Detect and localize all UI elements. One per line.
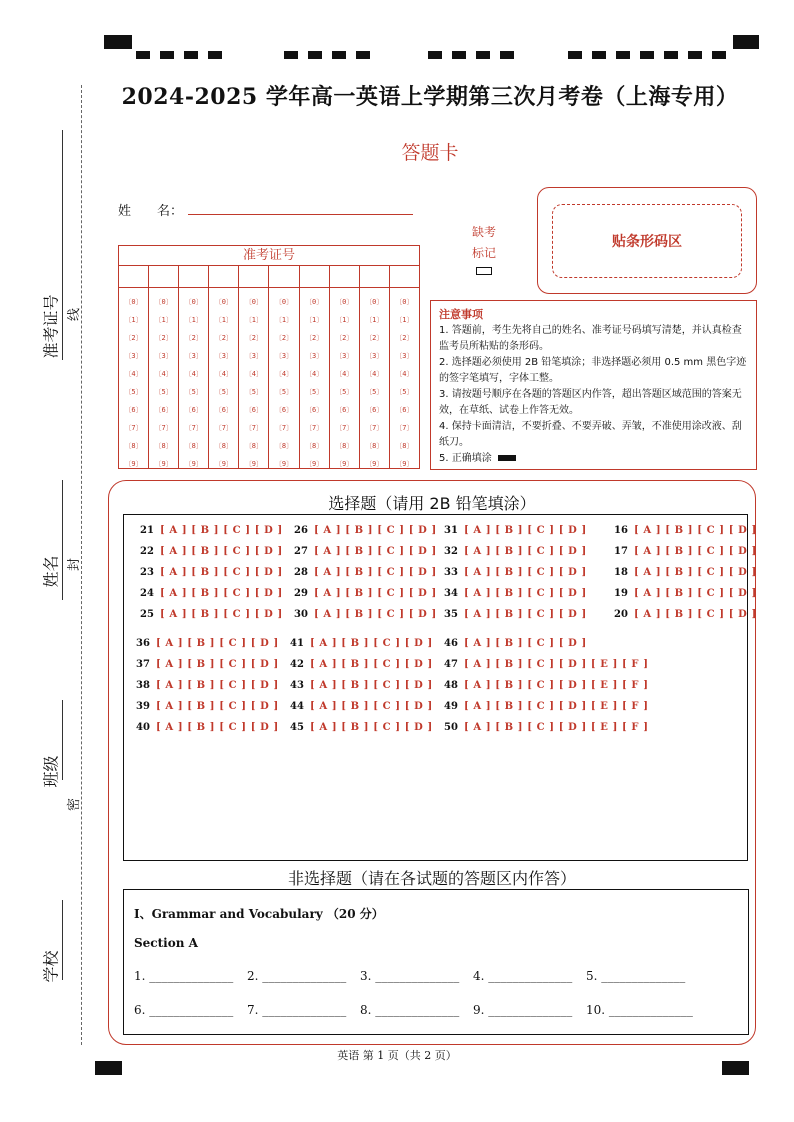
id-digit-bubble[interactable]: 〔4〕	[214, 370, 233, 378]
question-29[interactable]	[294, 588, 437, 599]
question-number: 19	[614, 588, 628, 599]
id-digit-bubble[interactable]: 〔4〕	[395, 370, 414, 378]
id-digit-bubble[interactable]: 〔5〕	[184, 388, 203, 396]
id-digit-column[interactable]	[149, 288, 179, 468]
id-digit-bubble[interactable]: 〔8〕	[214, 442, 233, 450]
id-digit-bubble[interactable]: 〔1〕	[274, 316, 294, 324]
id-digit-bubble[interactable]: 〔2〕	[274, 334, 294, 342]
id-digit-bubble[interactable]: 〔8〕	[184, 442, 203, 450]
id-digit-bubble[interactable]: 〔4〕	[305, 370, 324, 378]
blank-1[interactable]: 1. ______________	[134, 969, 234, 983]
question-46[interactable]	[444, 638, 587, 649]
question-31[interactable]	[444, 525, 587, 536]
candidate-number-bubbles[interactable]	[119, 288, 419, 468]
id-digit-bubble[interactable]: 〔6〕	[335, 406, 354, 414]
id-digit-bubble[interactable]: 〔2〕	[335, 334, 354, 342]
id-digit-column[interactable]	[330, 288, 360, 468]
candidate-number-write-row[interactable]	[119, 266, 419, 288]
page-title: 2024-2025 学年高一英语上学期第三次月考卷（上海专用）	[121, 84, 739, 110]
instructions-box	[430, 300, 757, 470]
question-16[interactable]	[614, 525, 757, 536]
question-37[interactable]	[136, 659, 279, 670]
answer-bubbles[interactable]: [ A ] [ B ] [ C ] [ D ] [ E ] [ F ]	[464, 722, 649, 733]
instructions-title: 注意事项	[439, 308, 483, 321]
question-number: 35	[444, 609, 458, 620]
question-25[interactable]	[140, 609, 283, 620]
question-number: 36	[136, 638, 150, 649]
id-digit-bubble[interactable]: 〔2〕	[305, 334, 324, 342]
side-char-line: 线	[67, 307, 83, 322]
answer-bubbles[interactable]: [ A ] [ B ] [ C ] [ D ]	[310, 659, 433, 670]
answer-bubbles[interactable]: [ A ] [ B ] [ C ] [ D ]	[464, 609, 587, 620]
question-44[interactable]	[290, 701, 433, 712]
id-digit-bubble[interactable]: 〔4〕	[335, 370, 354, 378]
side-char-seal: 封	[67, 557, 83, 572]
answer-bubbles[interactable]: [ A ] [ B ] [ C ] [ D ]	[634, 525, 757, 536]
absent-checkbox[interactable]	[476, 267, 492, 275]
question-number: 45	[290, 722, 304, 733]
answer-bubbles[interactable]: [ A ] [ B ] [ C ] [ D ]	[314, 588, 437, 599]
id-digit-bubble[interactable]: 〔8〕	[305, 442, 324, 450]
id-digit-bubble[interactable]: 〔6〕	[274, 406, 294, 414]
id-digit-bubble[interactable]: 〔5〕	[274, 388, 294, 396]
id-digit-bubble[interactable]: 〔6〕	[154, 406, 173, 414]
id-digit-bubble[interactable]: 〔9〕	[154, 460, 173, 468]
id-digit-bubble[interactable]: 〔1〕	[184, 316, 203, 324]
answer-bubbles[interactable]: [ A ] [ B ] [ C ] [ D ]	[156, 659, 279, 670]
blank-5[interactable]: 5. ______________	[586, 969, 686, 983]
id-digit-bubble[interactable]: 〔5〕	[365, 388, 384, 396]
id-digit-column[interactable]	[300, 288, 330, 468]
blank-10[interactable]: 10. ______________	[586, 1003, 693, 1017]
answer-bubbles[interactable]: [ A ] [ B ] [ C ] [ D ] [ E ] [ F ]	[464, 680, 649, 691]
candidate-number-box	[118, 245, 420, 469]
id-digit-bubble[interactable]: 〔9〕	[305, 460, 324, 468]
question-40[interactable]	[136, 722, 279, 733]
question-number: 43	[290, 680, 304, 691]
question-23[interactable]	[140, 567, 283, 578]
id-digit-bubble[interactable]: 〔1〕	[305, 316, 324, 324]
question-28[interactable]	[294, 567, 437, 578]
question-30[interactable]	[294, 609, 437, 620]
blank-3[interactable]: 3. ______________	[360, 969, 460, 983]
id-digit-bubble[interactable]: 〔3〕	[395, 352, 414, 360]
question-number: 39	[136, 701, 150, 712]
blank-2[interactable]: 2. ______________	[247, 969, 347, 983]
instruction-5	[439, 451, 748, 467]
question-36[interactable]	[136, 638, 279, 649]
blank-4[interactable]: 4. ______________	[473, 969, 573, 983]
question-number: 23	[140, 567, 154, 578]
question-number: 44	[290, 701, 304, 712]
question-number: 22	[140, 546, 154, 557]
id-digit-bubble[interactable]: 〔5〕	[335, 388, 354, 396]
id-digit-bubble[interactable]: 〔5〕	[154, 388, 173, 396]
question-19[interactable]	[614, 588, 757, 599]
id-digit-bubble[interactable]: 〔9〕	[244, 460, 264, 468]
id-digit-bubble[interactable]: 〔1〕	[214, 316, 233, 324]
question-number: 24	[140, 588, 154, 599]
id-digit-bubble[interactable]: 〔2〕	[124, 334, 143, 342]
id-digit-bubble[interactable]: 〔1〕	[244, 316, 264, 324]
side-line-class	[62, 700, 63, 780]
id-digit-bubble[interactable]: 〔5〕	[244, 388, 264, 396]
question-24[interactable]	[140, 588, 283, 599]
question-45[interactable]	[290, 722, 433, 733]
question-number: 16	[614, 525, 628, 536]
id-digit-bubble[interactable]: 〔4〕	[184, 370, 203, 378]
id-digit-bubble[interactable]: 〔9〕	[365, 460, 384, 468]
absent-line-2: 标记	[471, 246, 496, 260]
question-number: 31	[444, 525, 458, 536]
answer-bubbles[interactable]: [ A ] [ B ] [ C ] [ D ] [ E ] [ F ]	[464, 701, 649, 712]
id-digit-column[interactable]	[269, 288, 299, 468]
answer-bubbles[interactable]: [ A ] [ B ] [ C ] [ D ]	[464, 546, 587, 557]
id-digit-bubble[interactable]: 〔6〕	[365, 406, 384, 414]
id-digit-bubble[interactable]: 〔7〕	[124, 424, 143, 432]
question-17[interactable]	[614, 546, 757, 557]
id-digit-bubble[interactable]: 〔5〕	[305, 388, 324, 396]
id-digit-bubble[interactable]: 〔4〕	[365, 370, 384, 378]
answer-bubbles[interactable]: [ A ] [ B ] [ C ] [ D ]	[634, 567, 757, 578]
question-number: 27	[294, 546, 308, 557]
id-digit-bubble[interactable]: 〔2〕	[395, 334, 414, 342]
id-digit-bubble[interactable]: 〔1〕	[124, 316, 143, 324]
answer-bubbles[interactable]: [ A ] [ B ] [ C ] [ D ]	[156, 680, 279, 691]
question-38[interactable]	[136, 680, 279, 691]
absent-line-1: 缺考	[471, 225, 496, 239]
id-digit-bubble[interactable]: 〔7〕	[274, 424, 294, 432]
corner-mark-bottom-right	[722, 1061, 749, 1075]
answer-bubbles[interactable]: [ A ] [ B ] [ C ] [ D ]	[160, 609, 283, 620]
id-digit-bubble[interactable]: 〔3〕	[244, 352, 264, 360]
id-digit-bubble[interactable]: 〔0〕	[154, 298, 173, 306]
timing-marks-4	[568, 44, 736, 52]
id-digit-bubble[interactable]: 〔6〕	[305, 406, 324, 414]
id-digit-bubble[interactable]: 〔2〕	[365, 334, 384, 342]
question-number: 46	[444, 638, 458, 649]
answer-bubbles[interactable]: [ A ] [ B ] [ C ] [ D ]	[314, 525, 437, 536]
id-digit-bubble[interactable]: 〔3〕	[305, 352, 324, 360]
instruction-2: 2. 选择题必须使用 2B 铅笔填涂；非选择题必须用 0.5 mm 黑色字迹的签字笔填写，字体工整。	[439, 357, 747, 384]
id-digit-bubble[interactable]: 〔7〕	[214, 424, 233, 432]
id-digit-column[interactable]	[360, 288, 390, 468]
question-number: 47	[444, 659, 458, 670]
question-48[interactable]	[444, 680, 649, 691]
id-digit-bubble[interactable]: 〔0〕	[274, 298, 294, 306]
id-digit-bubble[interactable]: 〔4〕	[124, 370, 143, 378]
id-digit-bubble[interactable]: 〔7〕	[395, 424, 414, 432]
name-label: 姓 名：	[118, 204, 184, 219]
id-digit-bubble[interactable]: 〔7〕	[184, 424, 203, 432]
page-footer: 英语 第 1 页（共 2 页）	[337, 1049, 457, 1062]
question-number: 25	[140, 609, 154, 620]
id-digit-bubble[interactable]: 〔8〕	[244, 442, 264, 450]
id-digit-bubble[interactable]: 〔7〕	[305, 424, 324, 432]
answer-bubbles[interactable]: [ A ] [ B ] [ C ] [ D ]	[310, 722, 433, 733]
id-digit-bubble[interactable]: 〔3〕	[274, 352, 294, 360]
question-35[interactable]	[444, 609, 587, 620]
question-42[interactable]	[290, 659, 433, 670]
answer-bubbles[interactable]: [ A ] [ B ] [ C ] [ D ]	[156, 722, 279, 733]
id-digit-bubble[interactable]: 〔2〕	[244, 334, 264, 342]
blank-9[interactable]: 9. ______________	[473, 1003, 573, 1017]
id-digit-bubble[interactable]: 〔8〕	[335, 442, 354, 450]
question-43[interactable]	[290, 680, 433, 691]
instruction-1: 1. 答题前，考生先将自己的姓名、准考证号码填写清楚，并认真检查监考员所粘贴的条形码。	[439, 325, 742, 352]
instruction-4: 4. 保持卡面清洁，不要折叠、不要弄破、弄皱，不准使用涂改液、刮纸刀。	[439, 421, 742, 448]
id-digit-bubble[interactable]: 〔8〕	[395, 442, 414, 450]
question-number: 40	[136, 722, 150, 733]
question-number: 50	[444, 722, 458, 733]
question-20[interactable]	[614, 609, 757, 620]
answer-bubbles[interactable]: [ A ] [ B ] [ C ] [ D ]	[634, 609, 757, 620]
name-field[interactable]	[188, 214, 413, 215]
id-digit-bubble[interactable]: 〔9〕	[335, 460, 354, 468]
answer-bubbles[interactable]: [ A ] [ B ] [ C ] [ D ]	[464, 525, 587, 536]
answer-bubbles[interactable]: [ A ] [ B ] [ C ] [ D ]	[160, 567, 283, 578]
id-digit-column[interactable]	[119, 288, 149, 468]
choice-section-title: 选择题（请用 2B 铅笔填涂）	[328, 494, 536, 513]
answer-bubbles[interactable]: [ A ] [ B ] [ C ] [ D ]	[160, 546, 283, 557]
id-digit-bubble[interactable]: 〔7〕	[154, 424, 173, 432]
id-digit-bubble[interactable]: 〔9〕	[395, 460, 414, 468]
question-49[interactable]	[444, 701, 649, 712]
timing-marks-1	[136, 44, 232, 52]
question-number: 49	[444, 701, 458, 712]
section-heading: I、Grammar and Vocabulary （20 分）	[134, 907, 384, 921]
instruction-5-text: 5. 正确填涂	[439, 453, 492, 464]
id-digit-bubble[interactable]: 〔8〕	[124, 442, 143, 450]
answer-bubbles[interactable]: [ A ] [ B ] [ C ] [ D ]	[310, 680, 433, 691]
blank-6[interactable]: 6. ______________	[134, 1003, 234, 1017]
id-digit-bubble[interactable]: 〔0〕	[305, 298, 324, 306]
id-digit-column[interactable]	[239, 288, 269, 468]
question-41[interactable]	[290, 638, 433, 649]
question-number: 32	[444, 546, 458, 557]
answer-bubbles[interactable]: [ A ] [ B ] [ C ] [ D ]	[310, 701, 433, 712]
id-digit-bubble[interactable]: 〔3〕	[124, 352, 143, 360]
id-digit-bubble[interactable]: 〔7〕	[244, 424, 264, 432]
question-number: 37	[136, 659, 150, 670]
question-26[interactable]	[294, 525, 437, 536]
answer-bubbles[interactable]: [ A ] [ B ] [ C ] [ D ]	[464, 638, 587, 649]
question-number: 26	[294, 525, 308, 536]
question-number: 20	[614, 609, 628, 620]
question-22[interactable]	[140, 546, 283, 557]
id-digit-bubble[interactable]: 〔1〕	[335, 316, 354, 324]
question-number: 30	[294, 609, 308, 620]
corner-mark-top-left	[104, 35, 132, 49]
id-digit-bubble[interactable]: 〔4〕	[244, 370, 264, 378]
question-number: 38	[136, 680, 150, 691]
id-digit-bubble[interactable]: 〔8〕	[365, 442, 384, 450]
side-label-class: 班级	[41, 755, 61, 788]
id-digit-bubble[interactable]: 〔6〕	[184, 406, 203, 414]
id-digit-bubble[interactable]: 〔5〕	[395, 388, 414, 396]
id-digit-bubble[interactable]: 〔4〕	[274, 370, 294, 378]
id-digit-bubble[interactable]: 〔2〕	[154, 334, 173, 342]
question-number: 48	[444, 680, 458, 691]
id-digit-bubble[interactable]: 〔8〕	[274, 442, 294, 450]
id-digit-bubble[interactable]: 〔9〕	[214, 460, 233, 468]
answer-bubbles[interactable]: [ A ] [ B ] [ C ] [ D ]	[156, 701, 279, 712]
instruction-3: 3. 请按题号顺序在各题的答题区内作答，超出答题区域范围的答案无效，在草纸、试卷上作答无效。	[439, 389, 742, 416]
section-a-heading: Section A	[134, 936, 198, 950]
side-line-school	[62, 900, 63, 980]
answer-bubbles[interactable]: [ A ] [ B ] [ C ] [ D ]	[634, 588, 757, 599]
question-50[interactable]	[444, 722, 649, 733]
id-digit-bubble[interactable]: 〔4〕	[154, 370, 173, 378]
id-digit-bubble[interactable]: 〔9〕	[124, 460, 143, 468]
question-47[interactable]	[444, 659, 649, 670]
id-digit-bubble[interactable]: 〔3〕	[154, 352, 173, 360]
id-digit-column[interactable]	[179, 288, 209, 468]
id-digit-bubble[interactable]: 〔0〕	[244, 298, 264, 306]
id-digit-bubble[interactable]: 〔3〕	[335, 352, 354, 360]
corner-mark-top-right	[733, 35, 759, 49]
nonchoice-section-title: 非选择题（请在各试题的答题区内作答）	[287, 869, 576, 888]
question-number: 42	[290, 659, 304, 670]
side-label-name: 姓名	[41, 555, 61, 588]
id-digit-bubble[interactable]: 〔7〕	[335, 424, 354, 432]
side-label-id: 准考证号	[41, 294, 61, 359]
id-digit-bubble[interactable]: 〔1〕	[154, 316, 173, 324]
id-digit-bubble[interactable]: 〔5〕	[214, 388, 233, 396]
answer-card-title: 答题卡	[401, 142, 459, 164]
id-digit-bubble[interactable]: 〔0〕	[124, 298, 143, 306]
id-digit-bubble[interactable]: 〔1〕	[365, 316, 384, 324]
question-number: 29	[294, 588, 308, 599]
side-label-school: 学校	[41, 950, 61, 983]
id-digit-bubble[interactable]: 〔0〕	[184, 298, 203, 306]
side-line-name	[62, 480, 63, 600]
id-digit-bubble[interactable]: 〔1〕	[395, 316, 414, 324]
corner-mark-bottom-left	[95, 1061, 122, 1075]
blank-8[interactable]: 8. ______________	[360, 1003, 460, 1017]
id-digit-bubble[interactable]: 〔5〕	[124, 388, 143, 396]
answer-bubbles[interactable]: [ A ] [ B ] [ C ] [ D ]	[314, 609, 437, 620]
id-digit-bubble[interactable]: 〔2〕	[214, 334, 233, 342]
question-27[interactable]	[294, 546, 437, 557]
answer-bubbles[interactable]: [ A ] [ B ] [ C ] [ D ]	[160, 588, 283, 599]
id-digit-bubble[interactable]: 〔9〕	[184, 460, 203, 468]
answer-bubbles[interactable]: [ A ] [ B ] [ C ] [ D ]	[160, 525, 283, 536]
question-number: 33	[444, 567, 458, 578]
candidate-number-title: 准考证号	[119, 246, 419, 266]
absent-mark-label	[470, 222, 498, 264]
id-digit-bubble[interactable]: 〔0〕	[335, 298, 354, 306]
answer-bubbles[interactable]: [ A ] [ B ] [ C ] [ D ]	[464, 588, 587, 599]
answer-bubbles[interactable]: [ A ] [ B ] [ C ] [ D ]	[464, 567, 587, 578]
side-char-secret: 密	[67, 797, 83, 812]
question-number: 17	[614, 546, 628, 557]
id-digit-bubble[interactable]: 〔0〕	[395, 298, 414, 306]
timing-marks-3	[428, 44, 524, 52]
id-digit-bubble[interactable]: 〔3〕	[184, 352, 203, 360]
id-digit-bubble[interactable]: 〔6〕	[395, 406, 414, 414]
question-33[interactable]	[444, 567, 587, 578]
barcode-area	[537, 187, 757, 294]
correct-fill-sample	[498, 455, 516, 461]
id-digit-bubble[interactable]: 〔2〕	[184, 334, 203, 342]
barcode-label: 贴条形码区	[552, 204, 742, 278]
answer-bubbles[interactable]: [ A ] [ B ] [ C ] [ D ]	[634, 546, 757, 557]
id-digit-bubble[interactable]: 〔6〕	[244, 406, 264, 414]
answer-bubbles[interactable]: [ A ] [ B ] [ C ] [ D ]	[314, 546, 437, 557]
question-number: 41	[290, 638, 304, 649]
nonchoice-box	[123, 889, 749, 1035]
question-34[interactable]	[444, 588, 587, 599]
answer-bubbles[interactable]: [ A ] [ B ] [ C ] [ D ]	[156, 638, 279, 649]
question-39[interactable]	[136, 701, 279, 712]
answer-bubbles[interactable]: [ A ] [ B ] [ C ] [ D ] [ E ] [ F ]	[464, 659, 649, 670]
question-number: 21	[140, 525, 154, 536]
answer-bubbles[interactable]: [ A ] [ B ] [ C ] [ D ]	[310, 638, 433, 649]
question-number: 18	[614, 567, 628, 578]
question-21[interactable]	[140, 525, 283, 536]
id-digit-bubble[interactable]: 〔0〕	[214, 298, 233, 306]
question-number: 28	[294, 567, 308, 578]
id-digit-bubble[interactable]: 〔9〕	[274, 460, 294, 468]
question-32[interactable]	[444, 546, 587, 557]
id-digit-bubble[interactable]: 〔8〕	[154, 442, 173, 450]
id-digit-column[interactable]	[209, 288, 239, 468]
timing-marks-2	[284, 44, 380, 52]
id-digit-bubble[interactable]: 〔3〕	[365, 352, 384, 360]
id-digit-bubble[interactable]: 〔3〕	[214, 352, 233, 360]
blank-7[interactable]: 7. ______________	[247, 1003, 347, 1017]
multiple-choice-box	[123, 514, 757, 861]
id-digit-bubble[interactable]: 〔7〕	[365, 424, 384, 432]
id-digit-bubble[interactable]: 〔6〕	[124, 406, 143, 414]
answer-bubbles[interactable]: [ A ] [ B ] [ C ] [ D ]	[314, 567, 437, 578]
question-number: 34	[444, 588, 458, 599]
id-digit-bubble[interactable]: 〔6〕	[214, 406, 233, 414]
question-18[interactable]	[614, 567, 757, 578]
id-digit-bubble[interactable]: 〔0〕	[365, 298, 384, 306]
id-digit-column[interactable]	[390, 288, 419, 468]
